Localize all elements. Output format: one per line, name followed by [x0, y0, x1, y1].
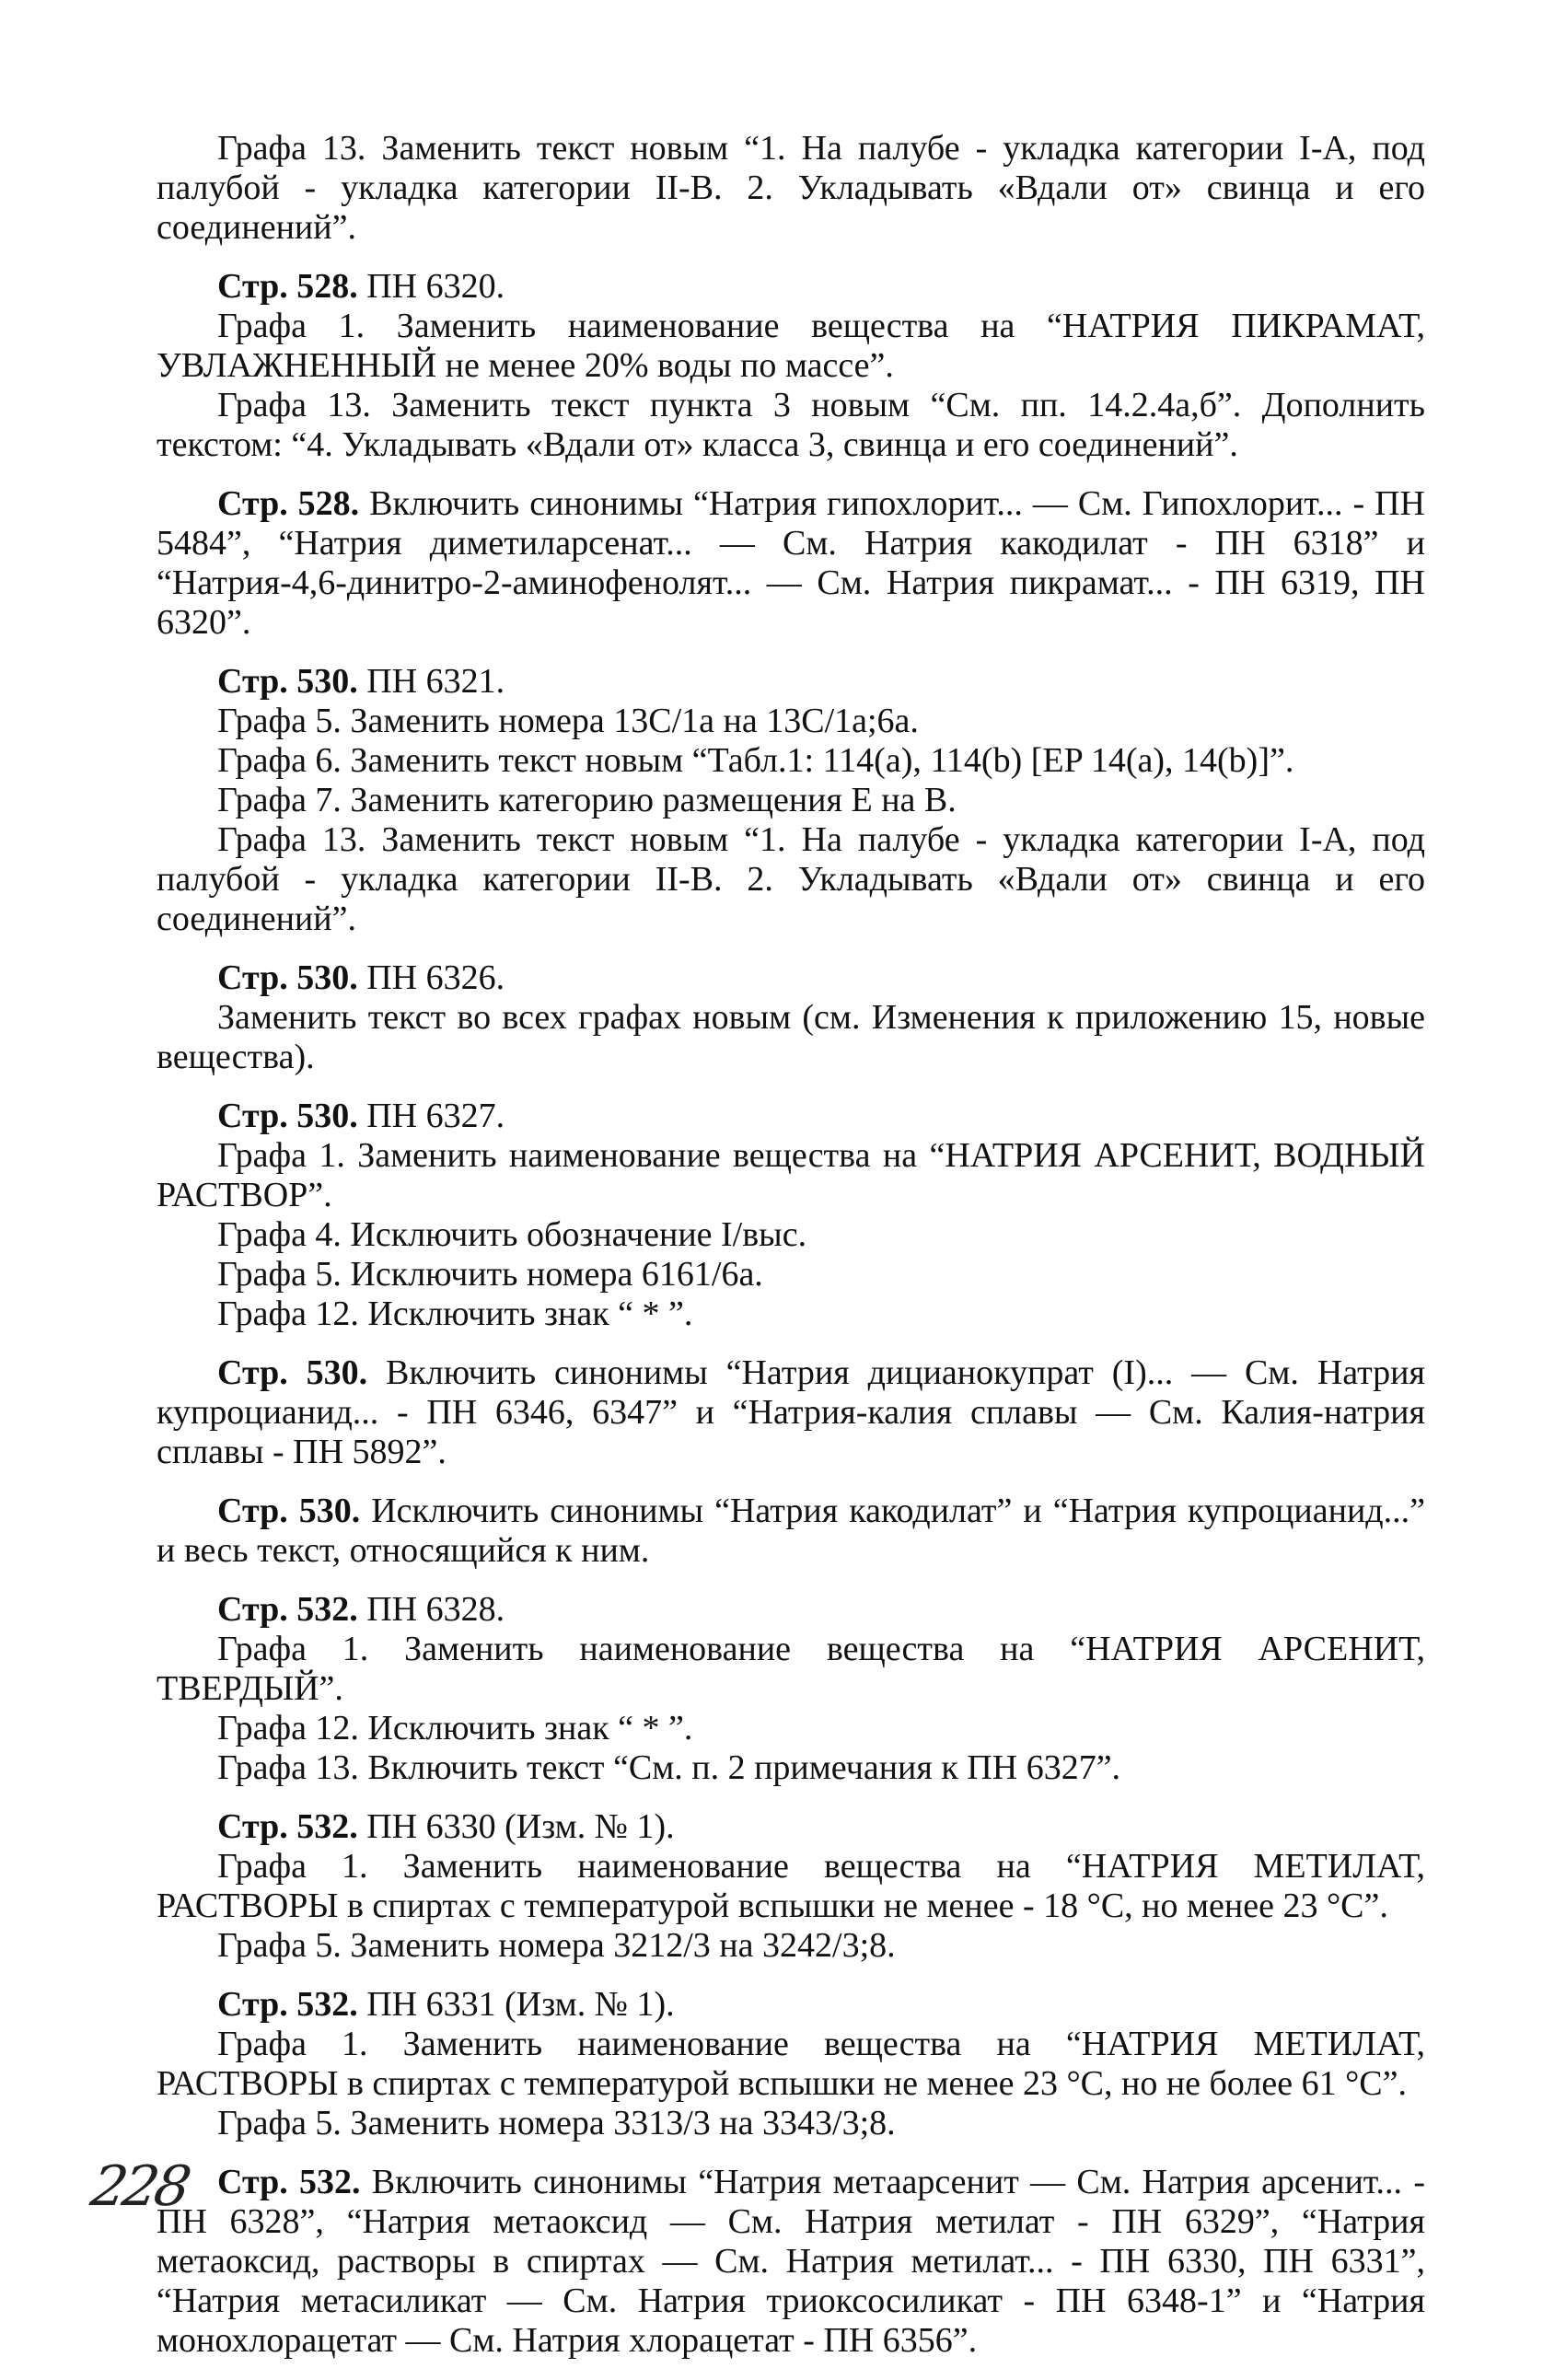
paragraph: Графа 1. Заменить наименование вещества на “НАТРИЯ АРСЕНИТ, ВОДНЫЙ РАСТВОР”.: [157, 1136, 1425, 1214]
amendment-block: [157, 267, 1425, 465]
paragraph: Графа 1. Заменить наименование вещества на “НАТРИЯ МЕТИЛАТ, РАСТВОРЫ в спиртах с температурой вспышки не менее 23 °С, но не более 61 °С”.: [157, 2025, 1425, 2103]
amendment-block: [157, 958, 1425, 1077]
amendment-block: [157, 1807, 1425, 1966]
reference-label: Стр. 530.: [217, 958, 358, 997]
paragraph: Графа 5. Заменить номера 3313/3 на 3343/3;8.: [217, 2104, 896, 2142]
page-reference: [157, 1590, 1425, 1630]
reference-label: Стр. 532.: [217, 1807, 358, 1846]
reference-label: Стр. 530.: [217, 1353, 368, 1392]
amendment-block: [157, 1097, 1425, 1334]
amendment-block: [157, 129, 1425, 248]
paragraph: Графа 13. Заменить текст пункта 3 новым “См. пп. 14.2.4а,б”. Дополнить текстом: “4. Укладывать «Вдали от» класса 3, свинца и его соединений”.: [157, 386, 1425, 464]
paragraph: Графа 6. Заменить текст новым “Табл.1: 114(a), 114(b) [EP 14(a), 14(b)]”.: [217, 741, 1294, 780]
paragraph: Графа 7. Заменить категорию размещения Е на В.: [217, 781, 957, 819]
paragraph: Графа 4. Исключить обозначение I/выс.: [217, 1215, 807, 1254]
paragraph: Заменить текст во всех графах новым (см. Изменения к приложению 15, новые вещества).: [157, 998, 1425, 1076]
paragraph: Графа 12. Исключить знак “ * ”.: [217, 1709, 693, 1747]
reference-text: Включить синонимы “Натрия гипохлорит... — См. Гипохлорит... - ПН 5484”, “Натрия диметиларсенат... — См. Натрия какодилат - ПН 6318” и “Натрия-4,6-динитро-2-аминофенолят... — См. Натрия пикрамат... - ПН 6319, ПН 6320”.: [157, 484, 1425, 642]
page-reference: [157, 958, 1425, 998]
page-reference: [157, 1985, 1425, 2025]
page-reference: [157, 1097, 1425, 1136]
reference-label: Стр. 530.: [217, 1097, 358, 1135]
paragraph: Графа 13. Заменить текст новым “1. На палубе - укладка категории I-A, под палубой - укладка категории II-B. 2. Укладывать «Вдали от» свинца и его соединений”.: [157, 820, 1425, 938]
amendment-block: [157, 1590, 1425, 1788]
reference-text: ПН 6331 (Изм. № 1).: [357, 1985, 675, 2024]
reference-label: Стр. 528.: [217, 484, 360, 523]
reference-text: ПН 6327.: [357, 1097, 505, 1135]
reference-label: Стр. 532.: [217, 1590, 358, 1629]
reference-text: Включить синонимы “Натрия дицианокупрат (I)... — См. Натрия купроцианид... - ПН 6346, 6347” и “Натрия-калия сплавы — См. Калия-натрия сплавы - ПН 5892”.: [157, 1353, 1425, 1471]
reference-label: Стр. 530.: [217, 1492, 361, 1530]
paragraph: Графа 1. Заменить наименование вещества на “НАТРИЯ АРСЕНИТ, ТВЕРДЫЙ”.: [157, 1630, 1425, 1708]
reference-text: Включить синонимы “Натрия метаарсенит — См. Натрия арсенит... - ПН 6328”, “Натрия метаоксид — См. Натрия метилат - ПН 6329”, “Натрия метаоксид, растворы в спиртах — См. Натрия метилат... - ПН 6330, ПН 6331”, “Натрия метасиликат — См. Натрия триоксосиликат - ПН 6348-1” и “Натрия монохлорацетат — См. Натрия хлорацетат - ПН 6356”.: [157, 2163, 1425, 2360]
amendment-block: [157, 1353, 1425, 1472]
page-reference: [157, 1353, 1425, 1472]
amendment-block: [157, 1492, 1425, 1571]
document-body: [157, 129, 1425, 2380]
paragraph: Графа 5. Заменить номера 3212/3 на 3242/3;8.: [217, 1926, 896, 1965]
reference-label: Стр. 528.: [217, 267, 358, 306]
reference-label: Стр. 532.: [217, 2163, 361, 2201]
page-reference: [157, 1807, 1425, 1847]
paragraph: Графа 1. Заменить наименование вещества на “НАТРИЯ ПИКРАМАТ, УВЛАЖНЕННЫЙ не менее 20% воды по массе”.: [157, 307, 1425, 385]
reference-label: Стр. 530.: [217, 662, 358, 701]
amendment-block: [157, 484, 1425, 643]
amendment-block: [157, 1985, 1425, 2143]
paragraph: Графа 5. Исключить номера 6161/6а.: [217, 1255, 763, 1294]
reference-text: ПН 6328.: [357, 1590, 505, 1629]
amendment-block: [157, 2163, 1425, 2361]
page-reference: [157, 662, 1425, 702]
paragraph: Графа 12. Исключить знак “ * ”.: [217, 1294, 693, 1333]
page-reference: [157, 2163, 1425, 2361]
reference-label: Стр. 532.: [217, 1985, 358, 2024]
reference-text: ПН 6326.: [357, 958, 505, 997]
paragraph: Графа 13. Включить текст “См. п. 2 примечания к ПН 6327”.: [217, 1748, 1121, 1787]
page-reference: [157, 1492, 1425, 1571]
paragraph: Графа 5. Заменить номера 13С/1а на 13С/1а;6а.: [217, 702, 919, 740]
page-reference: [157, 484, 1425, 643]
page-number: 228: [86, 2154, 192, 2219]
paragraph: Графа 1. Заменить наименование вещества на “НАТРИЯ МЕТИЛАТ, РАСТВОРЫ в спиртах с температурой вспышки не менее - 18 °С, но менее 23 °С”.: [157, 1847, 1425, 1925]
reference-text: ПН 6321.: [357, 662, 505, 701]
page-reference: [157, 267, 1425, 307]
reference-text: Исключить синонимы “Натрия какодилат” и “Натрия купроцианид...” и весь текст, относящийся к ним.: [157, 1492, 1425, 1570]
reference-text: ПН 6330 (Изм. № 1).: [357, 1807, 675, 1846]
paragraph: Графа 13. Заменить текст новым “1. На палубе - укладка категории I-A, под палубой - укладка категории II-B. 2. Укладывать «Вдали от» свинца и его соединений”.: [157, 129, 1425, 247]
amendment-block: [157, 662, 1425, 939]
reference-text: ПН 6320.: [357, 267, 505, 306]
